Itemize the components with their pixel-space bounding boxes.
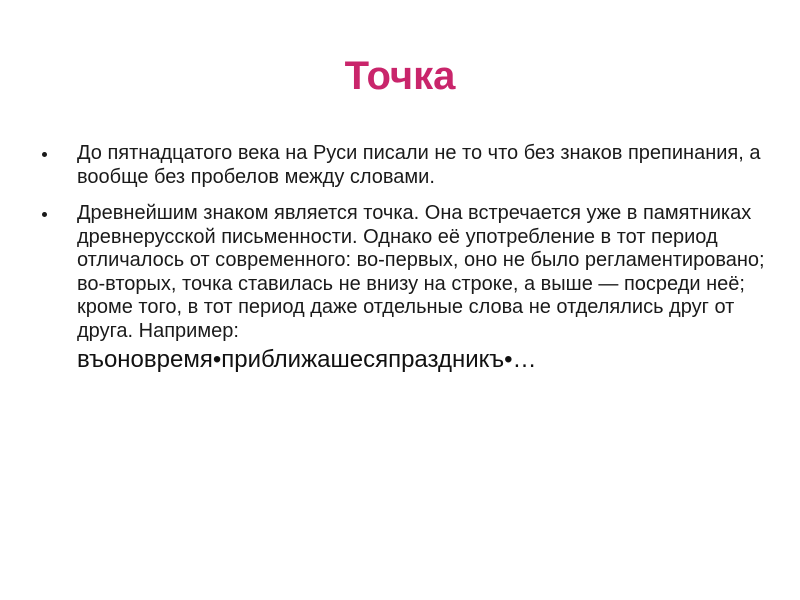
- bullet-item-1: [42, 142, 777, 189]
- bullet-text: Древнейшим знаком является точка. Она встречается уже в памятниках древнерусской письменности. Однако её употребление в тот период отличалось от современного: во-первых, оно не было регламентировано; во-вторых, точка ставилась не внизу на строке, а выше — посреди неё; кроме того, в тот период даже отдельные слова не отделялись друг от друга. Например:: [77, 202, 765, 342]
- slide-title: Точка: [344, 54, 456, 98]
- bullet-dot-icon: [42, 212, 47, 217]
- bullet-dot-icon: [42, 152, 47, 157]
- example-text: въоновремя•приближашесяпраздникъ•…: [77, 346, 537, 373]
- bullet-text: До пятнадцатого века на Руси писали не то что без знаков препинания, а вообще без пробелов между словами.: [77, 142, 761, 188]
- bullet-list: [42, 142, 777, 389]
- bullet-item-2: [42, 202, 777, 376]
